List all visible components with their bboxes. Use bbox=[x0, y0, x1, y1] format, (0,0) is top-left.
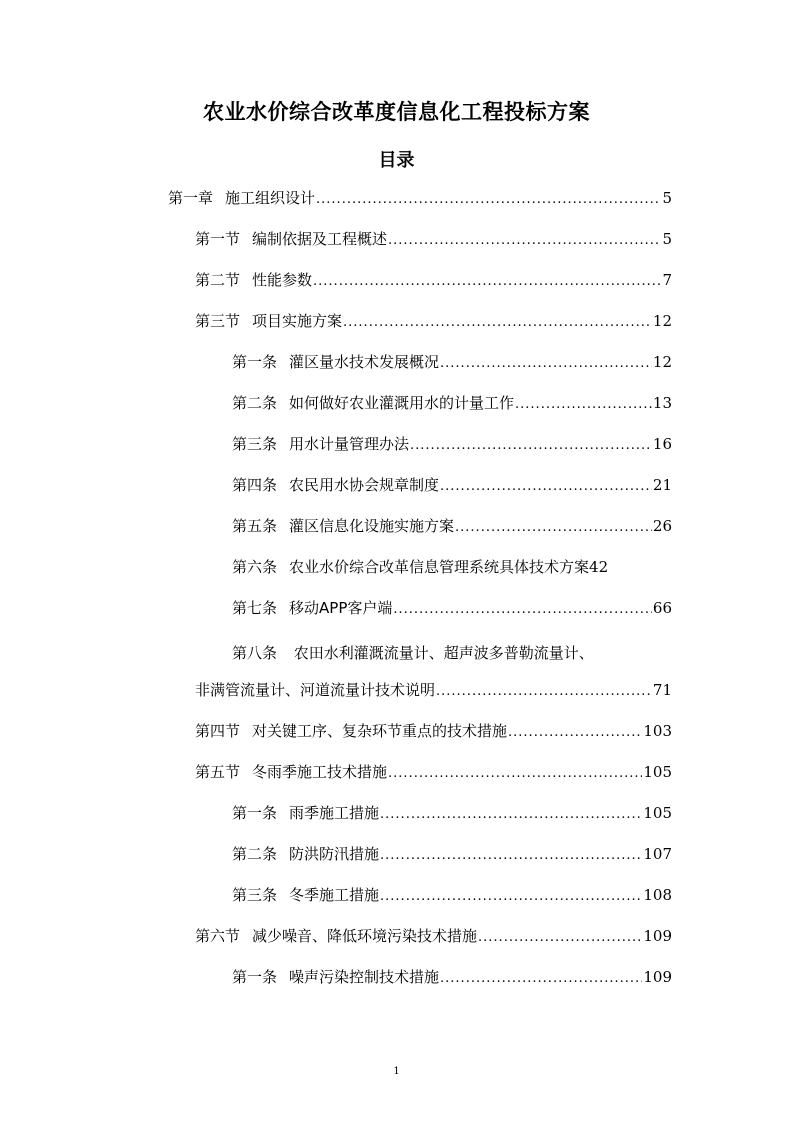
toc-entry-number: 第六条 bbox=[232, 558, 278, 576]
toc-entry-page: 26 bbox=[652, 517, 672, 535]
toc-entry-number: 第二节 bbox=[195, 271, 241, 289]
toc-entry[interactable] bbox=[232, 966, 672, 996]
toc-entry-title: 减少噪音、降低环境污染技术措施 bbox=[252, 927, 478, 945]
toc-entry-page: 16 bbox=[652, 435, 672, 453]
toc-entry-title: 防洪防汛措施 bbox=[289, 845, 380, 863]
toc-entry-number: 第一节 bbox=[195, 230, 241, 248]
toc-entry-title: 性能参数 bbox=[252, 271, 313, 289]
toc-leader-dots bbox=[343, 315, 652, 330]
toc-entry-page: 66 bbox=[652, 599, 672, 617]
toc-leader-dots bbox=[380, 848, 642, 863]
toc-entry[interactable] bbox=[195, 761, 672, 791]
toc-entry-title: 农业水价综合改革信息管理系统具体技术方案 bbox=[289, 558, 590, 576]
toc-entry[interactable] bbox=[168, 187, 672, 217]
toc-entry-page: 5 bbox=[662, 230, 672, 248]
toc-entry-page: 103 bbox=[643, 722, 672, 740]
toc-entry-title: 编制依据及工程概述 bbox=[252, 230, 388, 248]
toc-entry-number: 第四节 bbox=[195, 722, 241, 740]
toc-leader-dots bbox=[440, 479, 652, 494]
toc-leader-dots bbox=[440, 971, 642, 986]
toc-entry[interactable] bbox=[232, 351, 672, 381]
toc-leader-dots bbox=[388, 233, 661, 248]
toc-leader-dots bbox=[508, 725, 642, 740]
toc-entry-number: 第四条 bbox=[232, 476, 278, 494]
toc-entry-number: 第二条 bbox=[232, 845, 278, 863]
toc-entry[interactable] bbox=[232, 474, 672, 504]
toc-entry[interactable] bbox=[232, 597, 672, 627]
toc-entry-title: 灌区信息化设施实施方案 bbox=[289, 517, 455, 535]
toc-entry[interactable] bbox=[195, 720, 672, 750]
toc-entry-title: 移动APP客户端 bbox=[289, 599, 393, 617]
toc-leader-dots bbox=[410, 438, 652, 453]
toc-entry[interactable] bbox=[232, 556, 690, 586]
toc-entry-title: 灌区量水技术发展概况 bbox=[289, 353, 440, 371]
toc-entry-page: 13 bbox=[652, 394, 672, 412]
toc-entry-title: 如何做好农业灌溉用水的计量工作 bbox=[289, 394, 515, 412]
toc-entry[interactable] bbox=[232, 884, 672, 914]
toc-heading: 目录 bbox=[378, 150, 415, 171]
toc-entry-number: 第五节 bbox=[195, 763, 241, 781]
toc-leader-dots bbox=[388, 766, 642, 781]
toc-entry-number: 第六节 bbox=[195, 927, 241, 945]
toc-entry-page: 7 bbox=[662, 271, 672, 289]
toc-leader-dots bbox=[380, 889, 642, 904]
toc-leader-dots bbox=[316, 192, 661, 207]
toc-entry-title: 冬季施工措施 bbox=[289, 886, 380, 904]
toc-entry-title: 用水计量管理办法 bbox=[289, 435, 410, 453]
toc-entry-title: 噪声污染控制技术措施 bbox=[289, 968, 440, 986]
toc-entry-number: 第三节 bbox=[195, 312, 241, 330]
toc-entry-page: 109 bbox=[643, 968, 672, 986]
toc-entry-wrapped[interactable] bbox=[232, 642, 594, 663]
toc-entry[interactable] bbox=[195, 269, 672, 299]
toc-leader-dots bbox=[436, 684, 652, 699]
toc-entry-number: 第一章 bbox=[168, 189, 214, 207]
toc-leader-dots bbox=[455, 520, 652, 535]
toc-entry[interactable] bbox=[232, 802, 672, 832]
toc-entry-page: 12 bbox=[652, 312, 672, 330]
toc-entry-number: 第一条 bbox=[232, 804, 278, 822]
toc-entry-number: 第五条 bbox=[232, 517, 278, 535]
toc-entry[interactable] bbox=[232, 392, 672, 422]
toc-entry-number: 第一条 bbox=[232, 353, 278, 371]
toc-leader-dots bbox=[380, 807, 642, 822]
toc-entry-title: 雨季施工措施 bbox=[289, 804, 380, 822]
toc-entry[interactable] bbox=[195, 310, 672, 340]
toc-entry-title: 项目实施方案 bbox=[252, 312, 343, 330]
toc-leader-dots bbox=[440, 356, 652, 371]
toc-entry-number: 第三条 bbox=[232, 435, 278, 453]
toc-entry[interactable] bbox=[232, 433, 672, 463]
toc-entry-title: 对关键工序、复杂环节重点的技术措施 bbox=[252, 722, 508, 740]
toc-entry[interactable] bbox=[232, 843, 672, 873]
toc-entry-page: 71 bbox=[652, 681, 672, 699]
toc-leader-dots bbox=[313, 274, 661, 289]
toc-entry-title: 农田水利灌溉流量计、超声波多普勒流量计、 bbox=[293, 644, 594, 662]
toc-entry[interactable] bbox=[195, 228, 672, 258]
toc-entry-page: 105 bbox=[643, 763, 672, 781]
toc-entry[interactable] bbox=[232, 515, 672, 545]
toc-entry-page: 109 bbox=[643, 927, 672, 945]
toc-entry-page: 105 bbox=[643, 804, 672, 822]
toc-entry-page: 12 bbox=[652, 353, 672, 371]
document-title: 农业水价综合改革度信息化工程投标方案 bbox=[203, 100, 590, 124]
toc-entry-number: 第二条 bbox=[232, 394, 278, 412]
toc-entry-page: 5 bbox=[662, 189, 672, 207]
toc-entry-page: 42 bbox=[589, 558, 609, 576]
toc-entry-page: 21 bbox=[652, 476, 672, 494]
toc-entry-title: 农民用水协会规章制度 bbox=[289, 476, 440, 494]
toc-entry[interactable] bbox=[195, 925, 672, 955]
toc-entry-page: 107 bbox=[643, 845, 672, 863]
toc-entry-title: 冬雨季施工技术措施 bbox=[252, 763, 388, 781]
toc-leader-dots bbox=[515, 397, 652, 412]
toc-entry-title: 施工组织设计 bbox=[225, 189, 316, 207]
page-number: 1 bbox=[393, 1066, 400, 1077]
toc-entry-number: 第七条 bbox=[232, 599, 278, 617]
toc-leader-dots bbox=[478, 930, 642, 945]
toc-leader-dots bbox=[393, 602, 652, 617]
toc-entry-number: 第一条 bbox=[232, 968, 278, 986]
toc-entry-number: 第三条 bbox=[232, 886, 278, 904]
toc-entry-page: 108 bbox=[643, 886, 672, 904]
toc-entry-number: 第八条 bbox=[232, 644, 278, 662]
toc-entry-continuation[interactable] bbox=[195, 679, 672, 709]
toc-entry-title-continued: 非满管流量计、河道流量计技术说明 bbox=[195, 681, 436, 699]
